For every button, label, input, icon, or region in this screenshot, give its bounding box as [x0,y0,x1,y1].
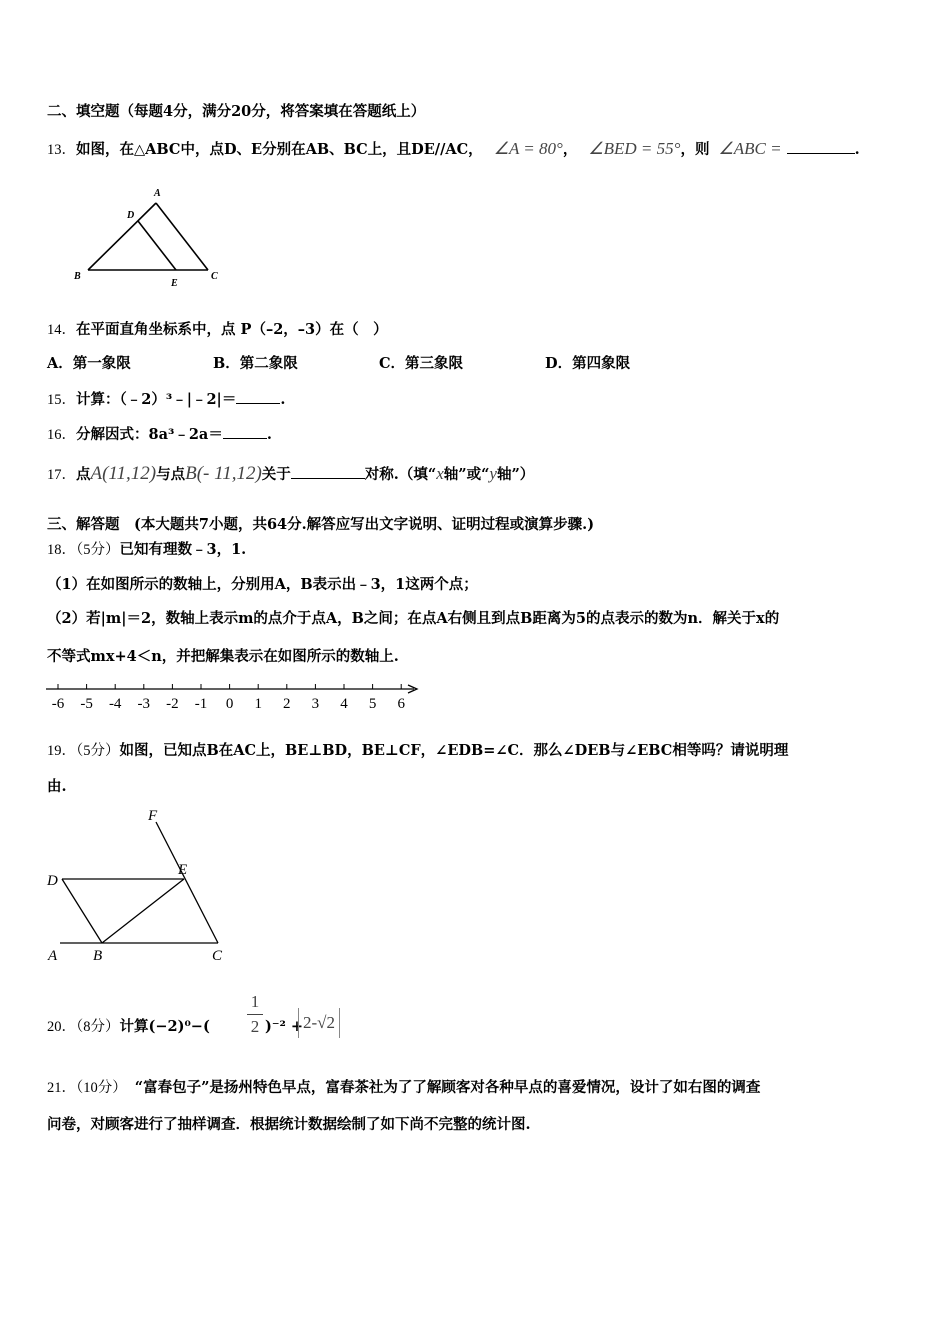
text-segment: 对称.（填“ [364,466,437,483]
question-text: “富春包子”是扬州特色早点，富春茶社为了了解顾客对各种早点的喜爱情况，设计了如右图的调查 [134,1079,761,1096]
label-c: C [212,948,223,964]
question-number: 16． [47,427,76,443]
point-b-expression: B(- 11,12) [185,463,262,484]
question-number: 17． [47,467,76,483]
number-line-label: 6 [397,696,405,712]
number-line-label: 5 [368,696,377,712]
question-18 [47,540,246,560]
section-3-heading: 三、解答题 (本大题共7小题，共64分.解答应写出文字说明、证明过程或演算步骤.) [47,516,595,533]
question-number: 20． [47,1019,76,1035]
question-14-options [47,354,711,374]
question-16 [47,424,272,445]
answer-blank [223,424,267,439]
question-text: 计算：（﹣2）³﹣|﹣2|＝ [76,391,237,408]
x-symbol: x [436,464,444,483]
absolute-value: 2-√2 [298,1008,340,1038]
points: （10分） [76,1080,127,1096]
question-17 [47,464,534,485]
exponent-term: )⁻² + [265,1018,304,1035]
label-b: B [74,271,81,282]
y-symbol: y [489,464,497,483]
number-line [44,678,434,718]
triangle-figure [70,180,230,290]
number-line-label: -4 [108,696,122,712]
number-line-label: 3 [311,696,320,712]
question-number: 21． [47,1080,76,1096]
fraction-numerator: 1 [250,992,260,1011]
question-15 [47,389,285,410]
question-number: 19． [47,743,76,759]
number-line-label: 4 [340,696,348,712]
number-line-label: -6 [51,696,65,712]
question-21 [47,1078,760,1098]
option-b[interactable]: B．第二象限 [213,355,298,372]
label-c: C [211,271,218,282]
question-number: 18． [47,542,76,558]
question-20 [47,1017,210,1037]
angle-bed-expression: ∠BED = 55° [588,139,681,158]
question-19-cont: 由. [47,778,67,795]
text-segment: 与点 [156,466,186,483]
question-18-part-2: （2）若|m|＝2，数轴上表示m的点介于点A，B之间；在点A右侧且到点B距离为5的点表示的数为n．解关于x的 [47,610,780,627]
question-14 [47,320,388,340]
answer-blank [236,389,280,404]
text-segment: 关于 [261,466,291,483]
question-text: 如图，在△ABC中，点D、E分别在AB、BC上，且DE//AC， [76,141,483,158]
label-a: A [154,188,161,199]
number-line-label: -5 [80,696,93,712]
label-e: E [171,278,178,289]
period: . [854,141,860,158]
question-21-cont: 问卷，对顾客进行了抽样调查．根据统计数据绘制了如下尚不完整的统计图. [47,1116,531,1133]
question-18-part-2-cont: 不等式mx+4＜n，并把解集表示在如图所示的数轴上. [47,648,399,665]
question-text: 计算(−2)⁰−( [119,1018,210,1035]
period: . [280,391,286,408]
question-18-part-1: （1）在如图所示的数轴上，分别用A，B表示出﹣3，1这两个点； [47,576,478,593]
section-2-heading: 二、填空题（每题4分，满分20分，将答案填在答题纸上） [47,103,426,120]
fraction-bar [247,1014,263,1015]
text-segment: 轴”） [496,466,535,483]
fraction [247,992,263,1037]
question-19 [47,741,788,761]
answer-blank [787,139,855,154]
label-a: A [48,948,58,964]
separator: ， [562,141,578,158]
option-d[interactable]: D．第四象限 [545,355,631,372]
separator: ，则 [680,141,710,158]
number-line-label: -1 [194,696,208,712]
points: （5分） [76,542,120,558]
angle-abc-expression: ∠ABC = [718,139,782,158]
number-line-label: -3 [137,696,151,712]
text-segment: 轴”或“ [443,466,490,483]
question-13 [47,139,860,160]
label-d: D [47,873,58,889]
number-line-label: 1 [254,696,262,712]
angle-a-expression: ∠A = 80° [493,139,563,158]
answer-blank [291,464,365,479]
point-a-expression: A(11,12) [90,463,157,484]
label-b: B [93,948,103,964]
question-text: 如图，已知点B在AC上，BE⊥BD，BE⊥CF，∠EDB=∠C．那么∠DEB与∠EBC相等吗？请说明理 [119,742,789,759]
number-line-label: -2 [166,696,179,712]
option-a[interactable]: A．第一象限 [47,355,131,372]
question-text: 分解因式：8a³﹣2a＝ [76,426,223,443]
text-segment: 点 [76,466,91,483]
question-number: 13． [47,142,76,158]
fraction-denominator: 2 [250,1017,260,1036]
question-text: 在平面直角坐标系中，点 P（–2，–3）在（ ） [76,321,388,338]
question-number: 14． [47,322,76,338]
label-e: E [178,862,188,878]
points: （5分） [76,743,120,759]
geometry-figure [40,800,240,970]
label-d: D [127,210,135,221]
question-text: 已知有理数﹣3，1. [119,541,247,558]
option-c[interactable]: C．第三象限 [379,355,464,372]
points: （8分） [76,1019,120,1035]
label-f: F [148,808,158,824]
number-line-label: 0 [225,696,234,712]
number-line-label: 2 [283,696,291,712]
period: . [266,426,272,443]
question-number: 15． [47,392,76,408]
